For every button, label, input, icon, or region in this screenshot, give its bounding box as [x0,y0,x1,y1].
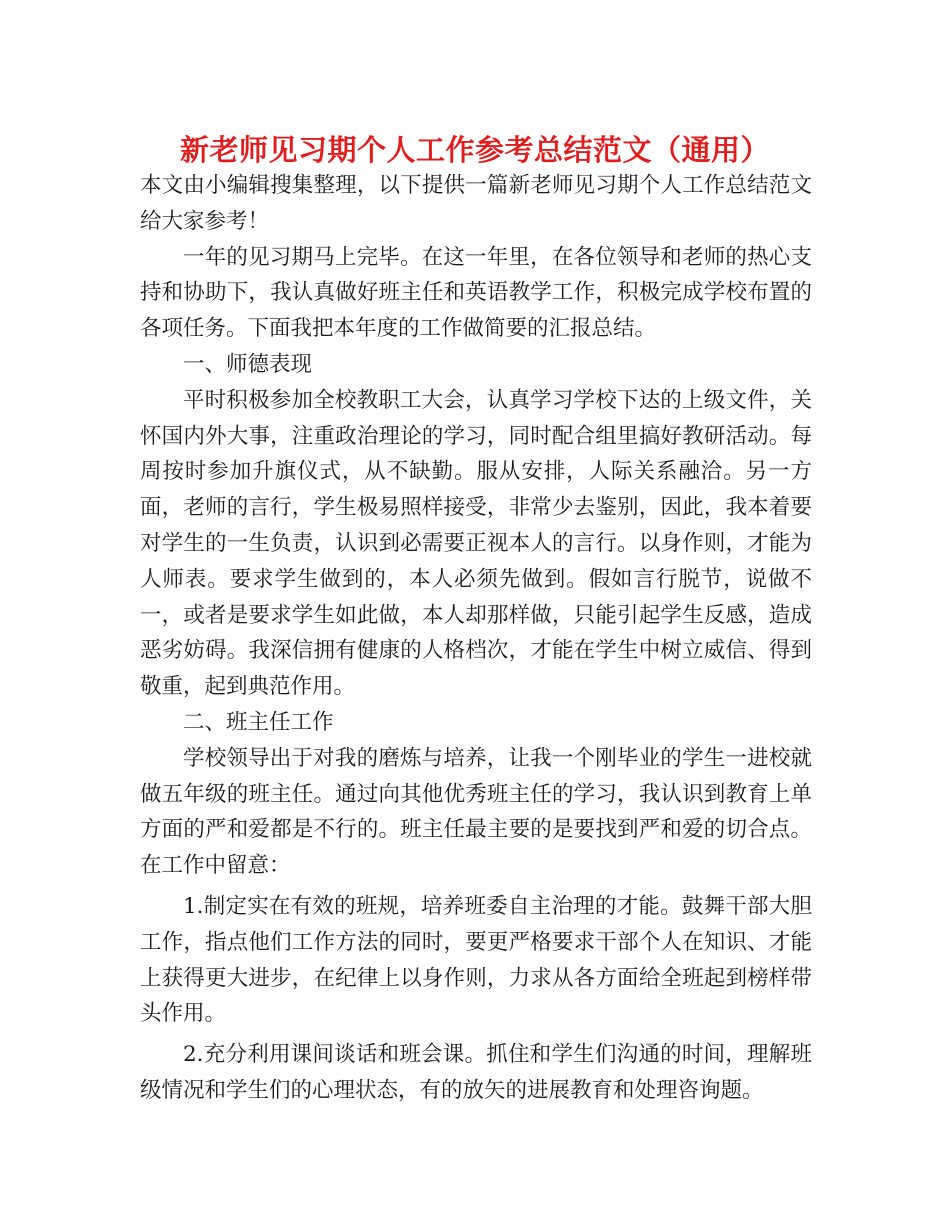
list-item-class-rules: 1.制定实在有效的班规，培养班委自主治理的才能。鼓舞干部大胆工作，指点他们工作方法的同时，要更严格要求干部个人在知识、才能上获得更大进步，在纪律上以身作则，力求从各方面给全班起到榜样带头作用。 [140,893,812,1027]
intro-paragraph: 本文由小编辑搜集整理，以下提供一篇新老师见习期个人工作总结范文给大家参考！ [140,173,812,234]
class-teacher-paragraph: 学校领导出于对我的磨炼与培养，让我一个刚毕业的学生一进校就做五年级的班主任。通过向其他优秀班主任的学习，我认识到教育上单方面的严和爱都是不行的。班主任最主要的是要找到严和爱的切合点。在工作中留意： [140,745,812,879]
ethics-paragraph: 平时积极参加全校教职工大会，认真学习学校下达的上级文件，关怀国内外大事，注重政治理论的学习，同时配合组里搞好教研活动。每周按时参加升旗仪式，从不缺勤。服从安排，人际关系融洽。另一方面，老师的言行，学生极易照样接受，非常少去鉴别，因此，我本着要对学生的一生负责，认识到必需要正视本人的言行。以身作则，才能为人师表。要求学生做到的，本人必须先做到。假如言行脱节，说做不一，或者是要求学生如此做，本人却那样做，只能引起学生反感，造成恶劣妨碍。我深信拥有健康的人格档次，才能在学生中树立威信、得到敬重，起到典范作用。 [140,387,812,700]
document-title: 新老师见习期个人工作参考总结范文（通用） [179,133,770,167]
list-item-class-talks: 2.充分利用课间谈话和班会课。抓住和学生们沟通的时间，理解班级情况和学生们的心理状态，有的放矢的进展教育和处理咨询题。 [140,1042,812,1103]
section-heading-ethics: 一、师德表现 [183,351,313,377]
document-body [140,168,812,1109]
opening-paragraph: 一年的见习期马上完毕。在这一年里，在各位领导和老师的热心支持和协助下，我认真做好班主任和英语教学工作，积极完成学校布置的各项任务。下面我把本年度的工作做简要的汇报总结。 [140,244,812,342]
section-heading-class-teacher: 二、班主任工作 [183,709,334,735]
